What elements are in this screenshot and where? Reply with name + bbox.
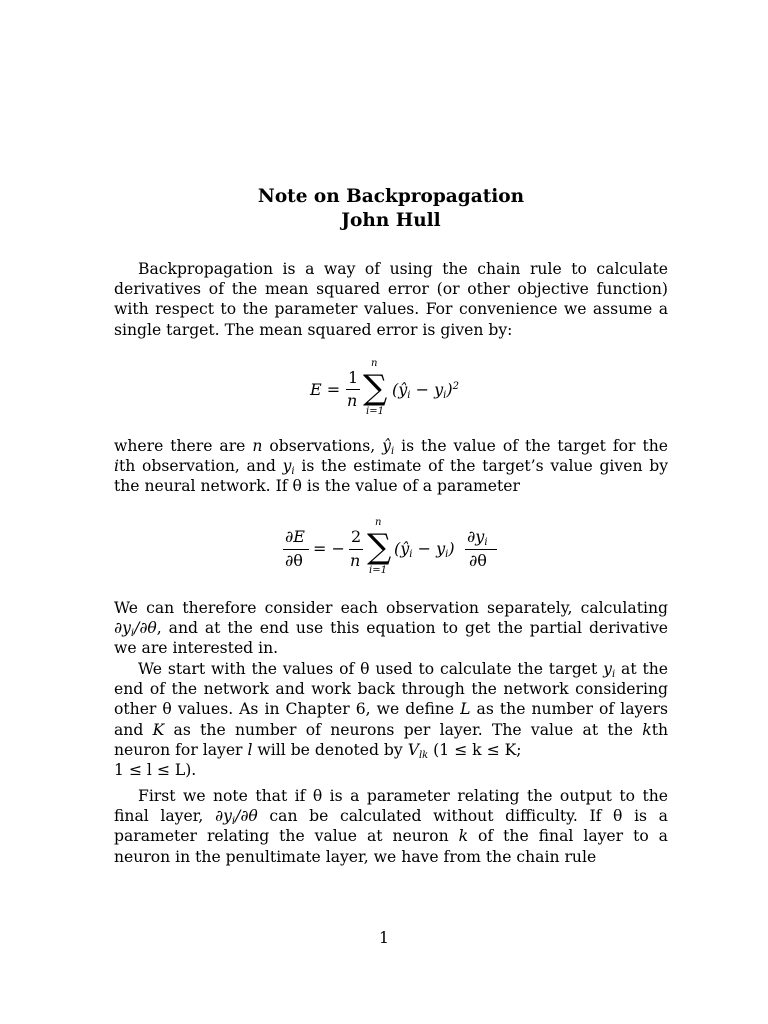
paragraph-separately	[114, 598, 668, 659]
eq1-sum-upper: n	[371, 358, 378, 369]
eq2-sum-lower: i=1	[369, 565, 387, 576]
math-k: k	[458, 827, 469, 846]
text-run: th neuron for layer	[114, 720, 668, 759]
math-n: n	[252, 437, 263, 455]
eq2-rhs-bar	[465, 549, 497, 550]
text-run: of the final layer to a neuron in the penultimate layer, we have from the chain rule	[114, 827, 668, 866]
eq2-sum-symbol: ∑	[367, 527, 392, 567]
math-K: K	[152, 720, 165, 739]
math-V-lk: $V_{lk}$	[407, 740, 429, 761]
text-run: We can therefore consider each observation separately, calculating	[114, 599, 668, 617]
text-run: First we note that if θ is a parameter relating the output to the final layer,	[114, 787, 668, 826]
text-run: can be calculated without difficulty. If θ is a parameter relating the value at neuron	[114, 807, 668, 846]
paragraph-chain-rule	[114, 786, 668, 867]
eq2-denominator: n	[350, 551, 361, 570]
math-dyi-dtheta: $\partial y_i/\partial\theta$	[114, 619, 157, 640]
text-run: where there are	[114, 437, 253, 455]
text-run: (1 ≤ k ≤ K;	[428, 740, 522, 759]
math-i: i	[114, 457, 119, 476]
eq1-denominator: n	[347, 391, 358, 410]
eq2-lhs-denominator: ∂θ	[285, 551, 303, 570]
eq2-body: $(ŷ_i - y_i)$	[394, 539, 455, 560]
page-number: 1	[378, 928, 390, 947]
paper-author: John Hull	[341, 210, 441, 231]
eq2-numerator: 2	[351, 527, 362, 546]
text-run: will be denoted by	[252, 740, 408, 759]
math-k: k	[642, 720, 652, 739]
paragraph-definitions	[114, 436, 668, 497]
text-run: as the number of neurons per layer. The value at the	[164, 720, 643, 739]
paragraph-intro: Backpropagation is a way of using the chain rule to calculate derivatives of the mean squared error (or other objective function) with respect to the parameter values. For convenience we assume a single target. The mean squared error is given by:	[114, 260, 668, 339]
eq1-body: $(ŷ_i - y_i)^2$	[392, 380, 459, 401]
eq2-rhs-denominator: ∂θ	[469, 551, 487, 570]
text-run: is the value of the target for the	[394, 437, 668, 455]
math-l: l	[247, 740, 253, 759]
eq2-lhs-bar	[283, 549, 309, 550]
eq2-equals-minus: = −	[313, 539, 345, 558]
eq2-rhs-numerator: $\partial y_i$	[467, 527, 488, 548]
equation-derivative	[283, 518, 503, 582]
paragraph-layers	[114, 659, 668, 780]
eq1-fraction-bar	[346, 389, 360, 390]
math-yhat-i: $ŷ_i$	[382, 437, 395, 457]
math-y-i: $y_i$	[603, 660, 616, 680]
text-run: , and at the end use this equation to get the partial derivative we are interested in.	[114, 619, 668, 658]
eq2-fraction-bar	[349, 549, 363, 550]
text-run: 1 ≤ l ≤ L).	[114, 761, 197, 780]
math-dyi-dtheta: $\partial y_i/\partial\theta$	[215, 807, 258, 828]
text-run: is the estimate of the target’s value given by the neural network. If θ is the value of a parameter	[114, 457, 669, 496]
text-run: at the end of the network and work back through the network considering other θ values. As in Chapter 6, we define	[114, 660, 669, 719]
equation-mean-squared-error	[310, 357, 480, 421]
text-run: observations,	[262, 437, 383, 455]
text-run: th observation, and	[119, 457, 283, 476]
text-run: as the number of layers and	[114, 700, 668, 739]
math-y-i: $y_i$	[282, 457, 295, 478]
text-run: We start with the values of θ used to calculate the target	[138, 660, 604, 678]
math-L: L	[460, 700, 471, 719]
eq1-lhs: E =	[310, 380, 341, 399]
eq1-sum-symbol: ∑	[363, 368, 388, 408]
paper-title: Note on Backpropagation	[257, 186, 525, 207]
eq1-numerator: 1	[348, 368, 359, 387]
eq2-lhs-numerator: ∂E	[285, 527, 305, 546]
eq2-sum-upper: n	[375, 517, 382, 528]
eq1-sum-lower: i=1	[366, 406, 384, 417]
